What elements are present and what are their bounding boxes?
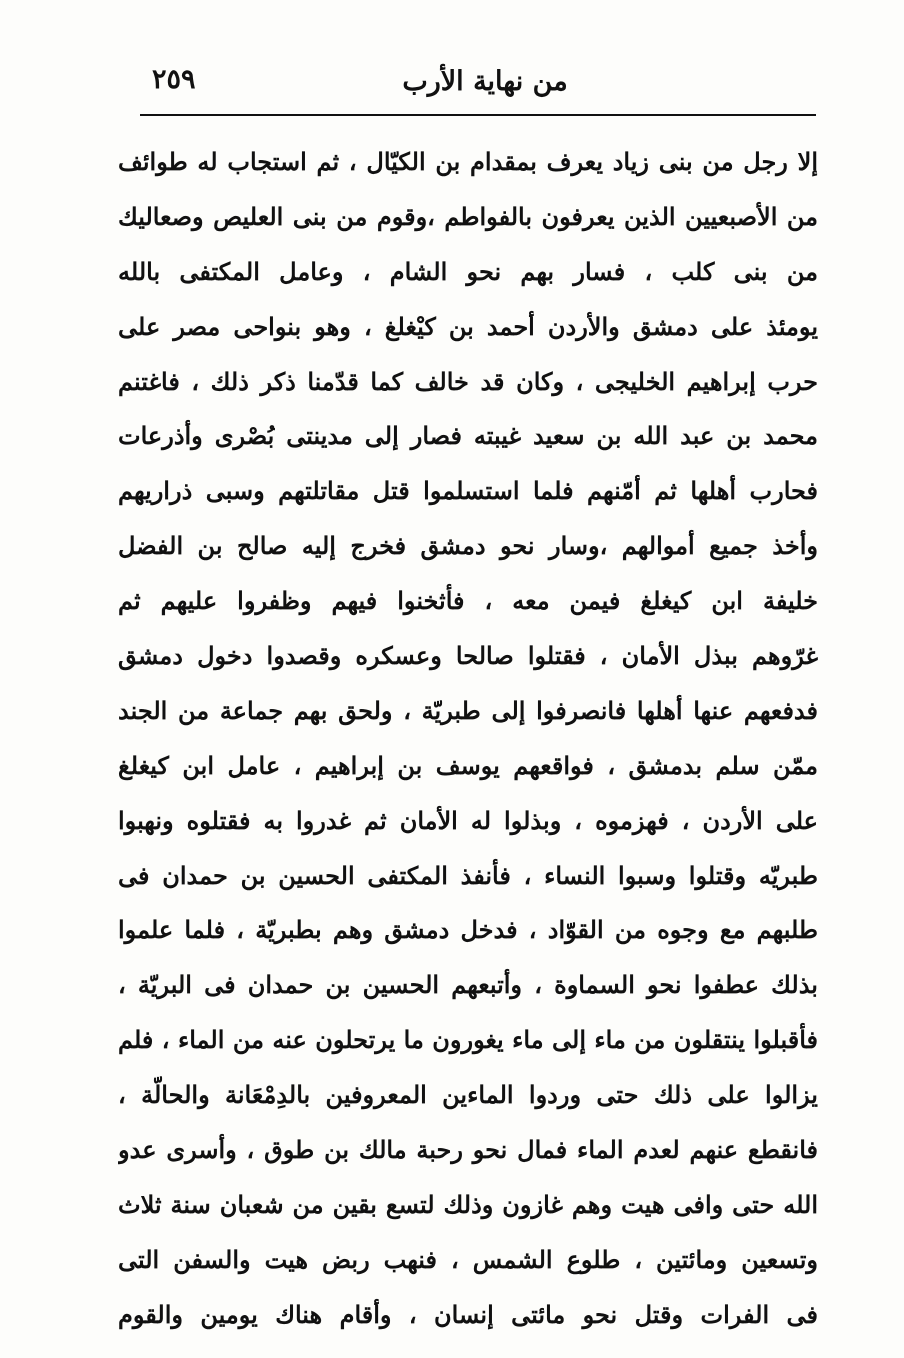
text-line: حرب إبراهيم الخليجى ، وكان قد خالف كما قدّمنا ذكر ذلك ، فاغتنم [118, 366, 818, 396]
text-line: يومئذ على دمشق والأردن أحمد بن كيْغلغ ، وهو بنواحى مصر على [118, 311, 818, 341]
page-header [140, 60, 816, 104]
running-title: من نهاية الأرب [402, 66, 568, 97]
text-line: يزالوا على ذلك حتى وردوا الماءين المعروفين بالدِمْعَانة والحالّة ، [118, 1080, 818, 1110]
text-line: وتسعين ومائتين ، طلوع الشمس ، فنهب ربض هيت والسفن التى [118, 1244, 818, 1274]
text-line: فانقطع عنهم لعدم الماء فمال نحو رحبة مالك بن طوق ، وأسرى عدو [118, 1135, 818, 1165]
text-line: فحارب أهلها ثم أمّنهم فلما استسلموا قتل مقاتلتهم وسبى ذراريهم [118, 476, 818, 506]
text-line: فدفعهم عنها أهلها فانصرفوا إلى طبريّة ، ولحق بهم جماعة من الجند [118, 695, 818, 725]
page-number: ٢٥٩ [152, 64, 196, 95]
text-line: فى الفرات وقتل نحو مائتى إنسان ، وأقام هناك يومين والقوم [118, 1299, 818, 1329]
text-line: من بنى كلب ، فسار بهم نحو الشام ، وعامل المكتفى بالله [118, 256, 818, 286]
text-line: غرّوهم ببذل الأمان ، فقتلوا صالحا وعسكره وقصدوا دخول دمشق [118, 641, 818, 671]
text-line: على الأردن ، فهزموه ، وبذلوا له الأمان ثم غدروا به فقتلوه ونهبوا [118, 805, 818, 835]
text-line: وأخذ جميع أموالهم ،وسار نحو دمشق فخرج إليه صالح بن الفضل [118, 531, 818, 561]
text-line: بذلك عطفوا نحو السماوة ، وأتبعهم الحسين بن حمدان فى البريّة ، [118, 970, 818, 1000]
header-rule [140, 114, 816, 116]
text-line: محمد بن عبد الله بن سعيد غيبته فصار إلى مدينتى بُصْرى وأذرعات [118, 421, 818, 451]
text-line: إلا رجل من بنى زياد يعرف بمقدام بن الكيّال ، ثم استجاب له طوائف [118, 147, 818, 176]
text-line: طبريّه وقتلوا وسبوا النساء ، فأنفذ المكتفى الحسين بن حمدان فى [118, 860, 818, 890]
text-line: طلبهم مع وجوه من القوّاد ، فدخل دمشق وهم بطبريّة ، فلما علموا [118, 915, 818, 945]
text-line: خليفة ابن كيغلغ فيمن معه ، فأثخنوا فيهم وظفروا عليهم ثم [118, 586, 818, 616]
text-line: فأقبلوا ينتقلون من ماء إلى ماء يغورون ما يرتحلون عنه من الماء ، فلم [118, 1025, 818, 1055]
text-line: الله حتى وافى هيت وهم غازون وذلك لتسع بقين من شعبان سنة ثلاث [118, 1189, 818, 1219]
text-line: من الأصبعيين الذين يعرفون بالفواطم ،وقوم من بنى العليص وصعاليك [118, 201, 818, 231]
body-text [118, 135, 818, 1343]
text-line: ممّن سلم بدمشق ، فواقعهم يوسف بن إبراهيم ، عامل ابن كيغلغ [118, 750, 818, 780]
